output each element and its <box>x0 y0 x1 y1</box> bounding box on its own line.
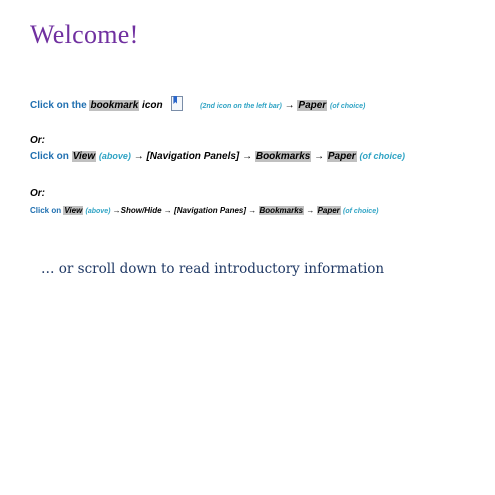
instruction-line-3 <box>30 206 378 215</box>
navigation-panels-term: [Navigation Panels] <box>146 151 240 162</box>
above-note: (above) <box>85 208 111 215</box>
above-note: (above) <box>98 151 131 161</box>
view-term: View <box>64 206 83 215</box>
arrow-icon: → <box>284 100 295 111</box>
or-label: Or: <box>30 188 45 199</box>
page-title: Welcome! <box>30 20 139 49</box>
arrow-icon: → <box>163 206 172 215</box>
choice-note: (of choice) <box>343 208 379 215</box>
bookmark-icon[interactable] <box>171 96 183 111</box>
instruction-line-1 <box>30 96 365 111</box>
bookmark-term: bookmark <box>90 100 139 111</box>
or-label: Or: <box>30 135 45 146</box>
arrow-icon: → <box>248 206 257 215</box>
scroll-hint: … or scroll down to read introductory information <box>41 261 385 277</box>
choice-note: (of choice) <box>359 151 405 161</box>
arrow-icon: → <box>314 151 325 162</box>
bookmarks-term: Bookmarks <box>255 151 311 162</box>
show-hide-term: Show/Hide <box>120 206 162 215</box>
icon-word: icon <box>142 100 163 111</box>
arrow-icon: → <box>242 151 253 162</box>
navigation-panes-term: [Navigation Panes] <box>174 206 247 215</box>
instruction-prefix: Click on <box>30 206 62 215</box>
instruction-line-2 <box>30 151 405 162</box>
paper-term: Paper <box>317 206 340 215</box>
view-term: View <box>72 151 96 162</box>
paper-term: Paper <box>327 151 356 162</box>
instruction-prefix: Click on the <box>30 100 87 111</box>
arrow-icon: → <box>112 206 121 215</box>
choice-note: (of choice) <box>329 103 366 110</box>
bookmarks-term: Bookmarks <box>259 206 304 215</box>
icon-location-note: (2nd icon on the left bar) <box>200 103 282 110</box>
arrow-icon: → <box>133 151 144 162</box>
paper-term: Paper <box>298 100 327 111</box>
instruction-prefix: Click on <box>30 151 69 162</box>
arrow-icon: → <box>306 206 315 215</box>
